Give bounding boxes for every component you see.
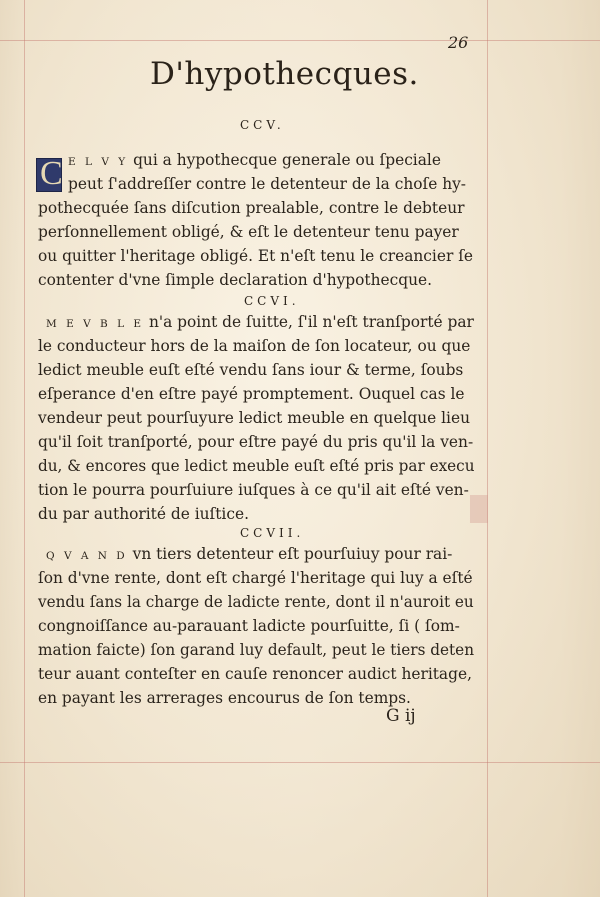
text-line: perſonnellement obligé, & eſt le detenteur tenu payer: [38, 223, 459, 241]
margin-stain: [470, 495, 488, 523]
running-head: D'hypothecques.: [150, 56, 419, 92]
section-number-ccvi: CCVI.: [244, 294, 300, 308]
text-line: vendeur peut pourſuyure ledict meuble en quelque lieu: [38, 409, 470, 427]
text-line: congnoiſſance au-parauant ladicte pourſuitte, ſi ( ſom-: [38, 617, 460, 635]
text-line: E L V Y qui a hypothecque generale ou ſpeciale: [68, 151, 441, 169]
text-line: pothecquée ſans diſcution prealable, contre le debteur: [38, 199, 465, 217]
text-line: mation faicte) ſon garand luy default, peut le tiers deten: [38, 641, 475, 659]
bottom-ruling-line: [0, 762, 600, 763]
signature-mark: G ij: [386, 706, 416, 726]
top-ruling-line: [0, 40, 600, 41]
text-line: peut ſ'addreſſer contre le detenteur de la choſe hy-: [68, 175, 466, 193]
text-line: ledict meuble euſt eſté vendu ſans iour & terme, ſoubs: [38, 361, 464, 379]
text-line: eſperance d'en eſtre payé promptement. Ouquel cas le: [38, 385, 465, 403]
text-line: teur auant conteſter en cauſe renoncer audict heritage,: [38, 665, 472, 683]
section-lead-word: E L V Y: [68, 156, 129, 168]
text-line: le conducteur hors de la maiſon de ſon locateur, ou que: [38, 337, 471, 355]
text-line: qu'il ſoit tranſporté, pour eſtre payé du pris qu'il la ven-: [38, 433, 474, 451]
text-line: en payant les arrerages encourus de ſon temps.: [38, 689, 411, 707]
text-line: contenter d'vne ſimple declaration d'hypothecque.: [38, 271, 433, 289]
folio-number: 26: [448, 33, 469, 52]
text-line: Q V A N D vn tiers detenteur eſt pourſuiuy pour rai-: [46, 545, 453, 563]
right-ruling-line: [487, 0, 488, 897]
text-line: ſon d'vne rente, dont eſt chargé l'heritage qui luy a eſté: [38, 569, 473, 587]
text-line: du par authorité de iuſtice.: [38, 505, 249, 523]
section-number-ccvii: CCVII.: [240, 526, 305, 540]
initial-letter: C: [40, 155, 63, 192]
text-line: ou quitter l'heritage obligé. Et n'eſt tenu le creancier ſe: [38, 247, 474, 265]
text-line: du, & encores que ledict meuble euſt eſté pris par execu: [38, 457, 475, 475]
text-line: tion le pourra pourſuiure iuſques à ce qu'il ait eſté ven-: [38, 481, 469, 499]
text-line: M E V B L E n'a point de ſuitte, ſ'il n'eſt tranſporté par: [46, 313, 474, 331]
section-lead-word: Q V A N D: [46, 550, 128, 562]
text-line: vendu ſans la charge de ladicte rente, dont il n'auroit eu: [38, 593, 474, 611]
section-number-ccv: CCV.: [240, 118, 285, 132]
decorated-initial: [36, 155, 63, 192]
section-lead-word: M E V B L E: [46, 318, 145, 330]
left-ruling-line: [24, 0, 25, 897]
